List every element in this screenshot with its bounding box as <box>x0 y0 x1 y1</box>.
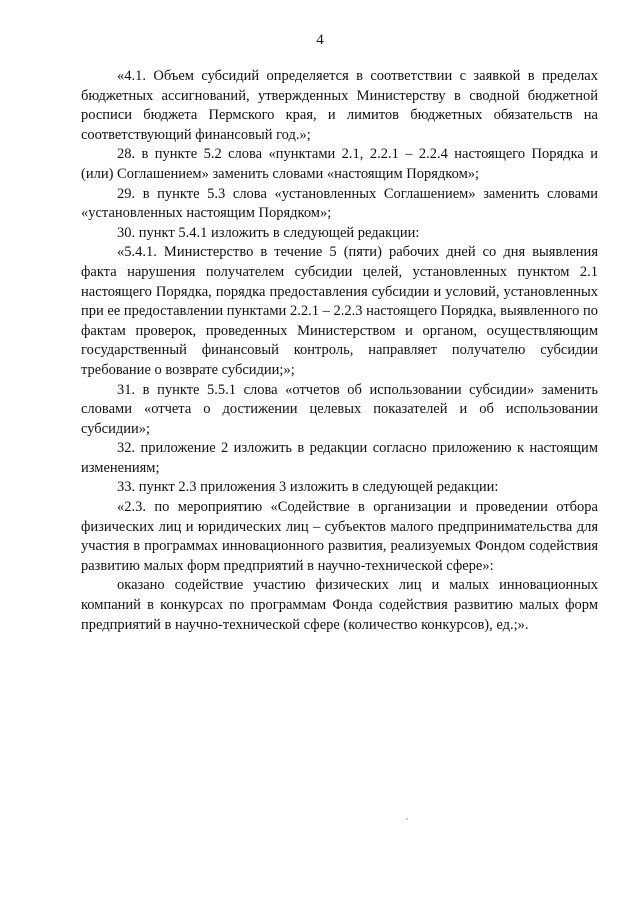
paragraph-item-28: 28. в пункте 5.2 слова «пунктами 2.1, 2.2.1 – 2.2.4 настоящего Порядка и (или) Соглашением» заменить словами «настоящим Порядком»; <box>81 146 598 182</box>
paragraph-item-29: 29. в пункте 5.3 слова «установленных Соглашением» заменить словами «установленных настоящим Порядком»; <box>81 185 598 222</box>
paragraph-item-33: 33. пункт 2.3 приложения 3 изложить в следующей редакции: <box>117 479 499 496</box>
paragraph-2-3: «2.3. по мероприятию «Содействие в организации и проведении отбора физических лиц и юридических лиц – субъектов малого предпринимательства для участия в программах инновационного развития, реализуемых Фондом содействия развитию малых форм предприятий в научно-технической сфере»: <box>81 499 598 574</box>
paragraph-indicator: оказано содействие участию физических лиц и малых инновационных компаний в конкурсах по программам Фонда содействия развитию малых форм предприятий в научно-технической сфере (количество конкурсов), ед.;». <box>81 577 598 633</box>
paragraph-5-4-1: «5.4.1. Министерство в течение 5 (пяти) рабочих дней со дня выявления факта нарушения получателем субсидии целей, установленных пунктом 2.1 настоящего Порядка, порядка предоставления субсидии и условий, установленных при ее предоставлении пунктами 2.2.1 – 2.2.3 настоящего Порядка, выявленного по фактам проверок, проведенных Министерством и органом, осуществляющим государственный финансовый контроль, направляет получателю субсидии требование о возврате субсидии;»; <box>81 244 598 378</box>
paragraph-item-30: 30. пункт 5.4.1 изложить в следующей редакции: <box>117 224 420 241</box>
paragraph-item-32: 32. приложение 2 изложить в редакции согласно приложению к настоящим изменениям; <box>81 440 598 476</box>
document-body <box>81 67 598 635</box>
page-number: 4 <box>316 32 324 48</box>
paragraph-4-1: «4.1. Объем субсидий определяется в соответствии с заявкой в пределах бюджетных ассигнований, утвержденных Министерству в сводной бюджетной росписи бюджета Пермского края, и лимитов бюджетных обязательств на соответствующий финансовый год.»; <box>81 68 598 143</box>
paragraph-item-31: 31. в пункте 5.5.1 слова «отчетов об использовании субсидии» заменить словами «отчета о достижении целевых показателей и об использовании субсидии»; <box>81 381 598 437</box>
scan-speck <box>406 818 408 820</box>
